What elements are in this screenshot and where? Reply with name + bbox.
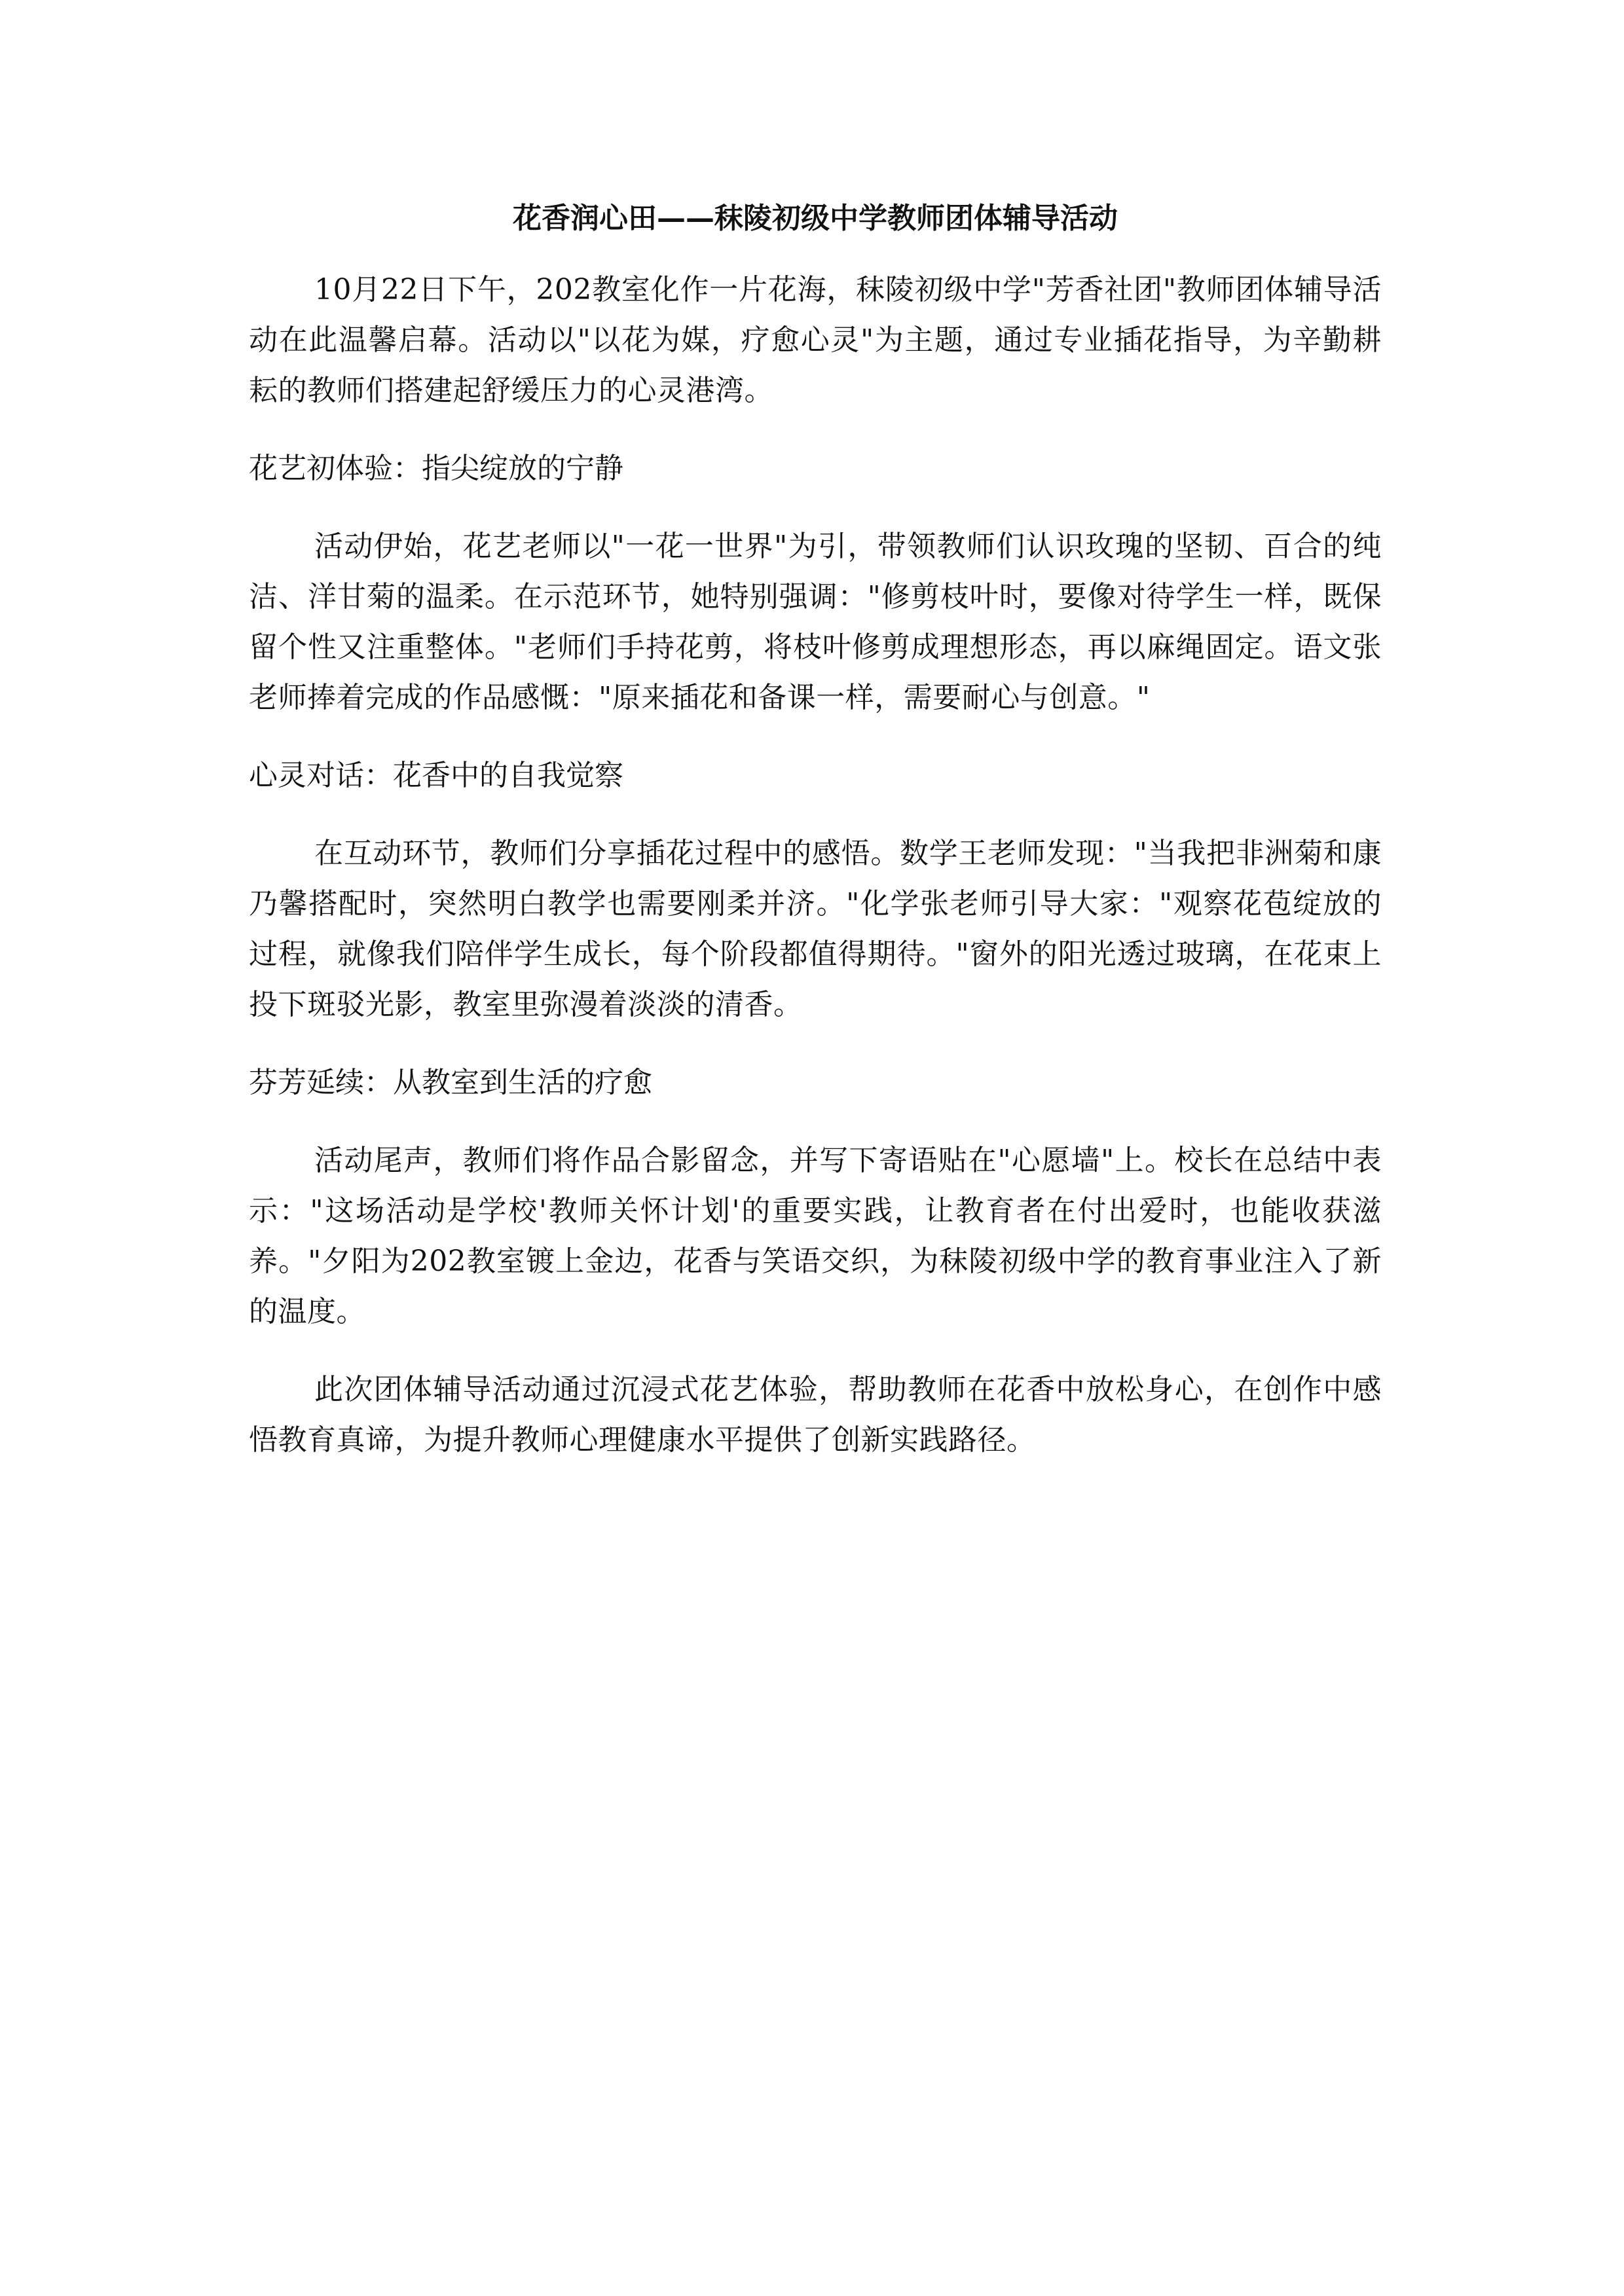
intro-paragraph: 10月22日下午，202教室化作一片花海，秣陵初级中学"芳香社团"教师团体辅导活动在此温馨启幕。活动以"以花为媒，疗愈心灵"为主题，通过专业插花指导，为辛勤耕耘的教师们搭建起舒缓压力的心灵港湾。	[249, 273, 1382, 407]
conclusion-paragraph: 此次团体辅导活动通过沉浸式花艺体验，帮助教师在花香中放松身心，在创作中感悟教育真谛，为提升教师心理健康水平提供了创新实践路径。	[249, 1373, 1382, 1457]
section-heading-1: 花艺初体验：指尖绽放的宁静	[249, 452, 623, 485]
section-paragraph-2: 在互动环节，教师们分享插花过程中的感悟。数学王老师发现："当我把非洲菊和康乃馨搭配时，突然明白教学也需要刚柔并济。"化学张老师引导大家："观察花苞绽放的过程，就像我们陪伴学生成长，每个阶段都值得期待。"窗外的阳光透过玻璃，在花束上投下斑驳光影，教室里弥漫着淡淡的清香。	[249, 837, 1382, 1021]
document-title: 花香润心田——秣陵初级中学教师团体辅导活动	[513, 202, 1118, 235]
section-paragraph-1: 活动伊始，花艺老师以"一花一世界"为引，带领教师们认识玫瑰的坚韧、百合的纯洁、洋甘菊的温柔。在示范环节，她特别强调："修剪枝叶时，要像对待学生一样，既保留个性又注重整体。"老师们手持花剪，将枝叶修剪成理想形态，再以麻绳固定。语文张老师捧着完成的作品感慨："原来插花和备课一样，需要耐心与创意。"	[249, 530, 1382, 714]
section-paragraph-3: 活动尾声，教师们将作品合影留念，并写下寄语贴在"心愿墙"上。校长在总结中表示："这场活动是学校'教师关怀计划'的重要实践，让教育者在付出爱时，也能收获滋养。"夕阳为202教室镀上金边，花香与笑语交织，为秣陵初级中学的教育事业注入了新的温度。	[249, 1144, 1382, 1328]
section-heading-3: 芬芳延续：从教室到生活的疗愈	[249, 1066, 652, 1099]
section-heading-2: 心灵对话：花香中的自我觉察	[249, 759, 623, 792]
document-page	[249, 190, 1382, 1493]
